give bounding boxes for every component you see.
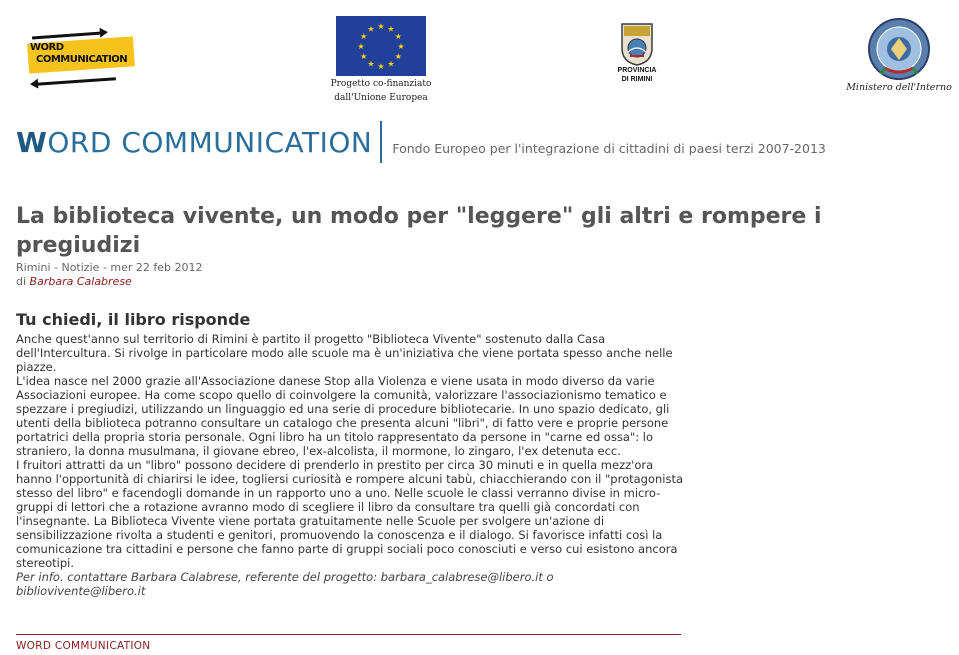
eu-star-icon: ★: [387, 24, 395, 34]
site-title[interactable]: [16, 126, 372, 159]
provincia-caption-line1: PROVINCIA: [617, 67, 657, 74]
eu-star-icon: ★: [394, 32, 402, 41]
eu-star-icon: ★: [357, 42, 365, 51]
arrow-left-icon: [36, 77, 116, 86]
provincia-rimini-logo: [602, 22, 672, 84]
header-divider: [380, 121, 382, 163]
site-title-first-letter: W: [16, 125, 48, 159]
site-title-rest: ORD COMMUNICATION: [47, 125, 373, 159]
paragraph-1: Anche quest'anno sul territorio di Rimini è partito il progetto "Biblioteca Vivente" sostenuto dalla Casa dell'Intercultura. Si rivolge in particolare modo alle scuole ma è un'iniziativa che viene portata spesso anche nelle piazze.: [16, 332, 673, 374]
article-byline: [16, 275, 896, 289]
eu-caption-line1: Progetto co-finanziato: [330, 79, 432, 89]
eu-logo: [316, 16, 446, 104]
eu-star-icon: ★: [360, 32, 368, 41]
provincia-caption-line2: DI RIMINI: [621, 76, 653, 83]
section-title: Tu chiedi, il libro risponde: [16, 310, 251, 329]
site-subtitle: Fondo Europeo per l'integrazione di cittadini di paesi terzi 2007-2013: [392, 140, 826, 156]
article-body: [16, 310, 686, 598]
logo-strip: [0, 0, 959, 110]
logo-text-line2: COMMUNICATION: [36, 54, 128, 65]
article-meta: Rimini - Notizie - mer 22 feb 2012: [16, 261, 203, 274]
paragraph-2: L'idea nasce nel 2000 grazie all'Associazione danese Stop alla Violenza e viene usata in modo diverso da varie Associazioni europee. Ha come scopo quello di coinvolgere la comunità, valorizzare l'associazionismo tematico e spezzare i pregiudizi, utilizzando un linguaggio ed una serie di procedure bibliotecarie. In uno spazio dedicato, gli utenti della biblioteca potranno consultare un catalogo che presenta alcuni "libri", di fatto vere e proprie persone portatrici della propria storia personale. Ogni libro ha un titolo rappresentato da persone in "carne ed ossa": lo straniero, la donna musulmana, il giovane ebreo, l'ex-alcolista, il mormone, lo zingaro, l'ex detenuta ecc.: [16, 374, 670, 458]
byline-prefix: di: [16, 275, 27, 288]
author-link[interactable]: Barbara Calabrese: [29, 275, 132, 288]
footer-brand[interactable]: WORD COMMUNICATION: [16, 640, 151, 652]
eu-star-icon: ★: [387, 59, 395, 69]
footer-divider: [16, 634, 681, 635]
word-communication-logo: [22, 28, 140, 92]
provincia-crest-icon: [620, 22, 654, 66]
paragraph-3: I fruitori attratti da un "libro" possono decidere di prenderlo in prestito per circa 30 minuti e in quella mezz'ora hanno l'opportunità di chiarirsi le idee, togliersi curiosità e rompere alcuni tabù, chiacchierando con il "protagonista stesso del libro" e facendogli domande in un rapporto uno a uno. Nelle scuole le classi verranno divise in micro-gruppi di lettori che a rotazione avranno modo di scegliere il libro da consultare tra quelli già concordati con l'insegnante. La Biblioteca Vivente viene portata gratuitamente nelle Scuole per svolgere un'azione di sensibilizzazione rivolta a studenti e genitori, promuovendo la conoscenza e il dialogo. Si favorisce infatti così la comunicazione tra cittadini e persone che fanno parte di gruppi sociali poco conosciuti e verso cui esistono ancora stereotipi.: [16, 458, 684, 570]
eu-star-icon: ★: [394, 52, 402, 61]
eu-star-icon: ★: [360, 52, 368, 61]
ministero-seal-icon: [863, 16, 935, 82]
eu-star-icon: ★: [367, 24, 375, 34]
article-header: [16, 202, 896, 289]
eu-star-icon: ★: [397, 42, 405, 51]
ministero-caption: Ministero dell'Interno: [846, 82, 952, 93]
article-title: La biblioteca vivente, un modo per "leggere" gli altri e rompere i pregiudizi: [16, 204, 822, 258]
logo-text-line1: WORD: [30, 42, 64, 53]
ministero-logo: [840, 16, 958, 93]
eu-star-icon: ★: [377, 22, 385, 31]
eu-flag-icon: [336, 16, 426, 76]
contact-info: Per info. contattare Barbara Calabrese, referente del progetto: barbara_calabrese@libero.it o bibliovivente@libero.it: [16, 570, 554, 598]
eu-star-icon: ★: [377, 62, 385, 71]
site-header: [16, 122, 826, 162]
eu-star-icon: ★: [367, 59, 375, 69]
eu-caption-line2: dall'Unione Europea: [334, 93, 428, 103]
